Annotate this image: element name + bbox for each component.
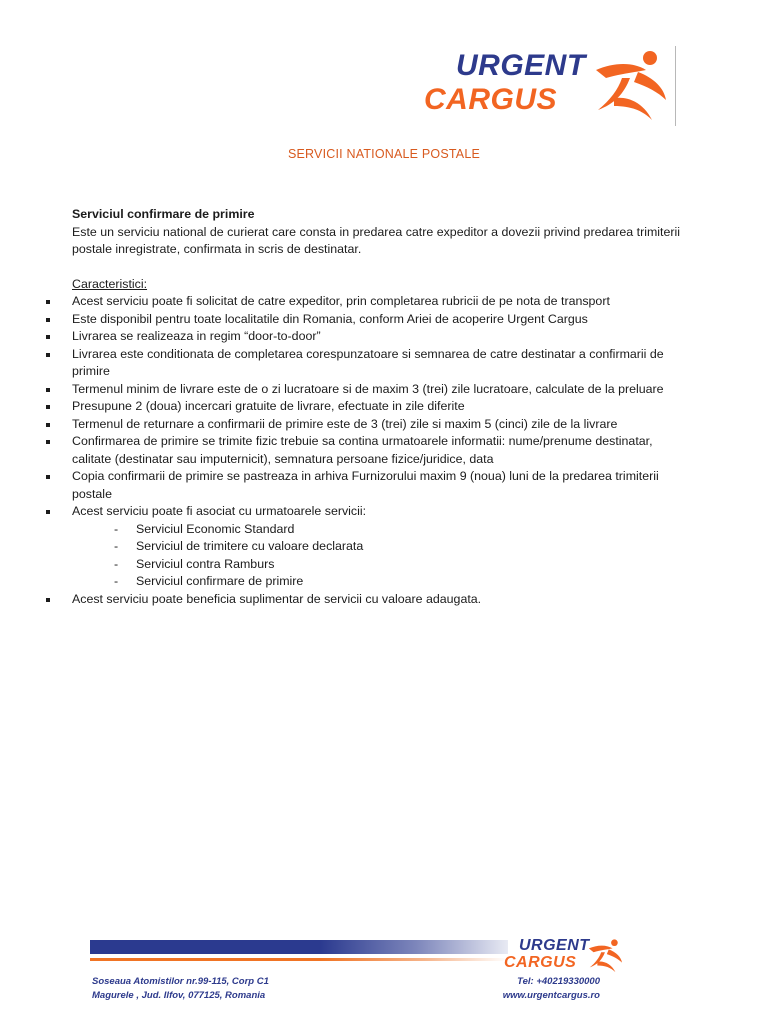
address-line-1: Soseaua Atomistilor nr.99-115, Corp C1 xyxy=(92,976,269,987)
logo-line-cargus: CARGUS xyxy=(504,954,577,971)
service-intro: Este un serviciu national de curierat care consta in predarea catre expeditor a dovezii privind predarea trimiterii postale inregistrate, confirmata in scris de destinatar. xyxy=(72,224,680,256)
footer-orange-line xyxy=(90,958,508,961)
document-title: SERVICII NATIONALE POSTALE xyxy=(287,147,481,161)
bullet-icon xyxy=(46,318,50,322)
characteristics-heading: Caracteristici: xyxy=(72,276,148,291)
bullet-icon xyxy=(46,335,50,339)
dash-marker: - xyxy=(114,521,119,536)
sub-list-item: - Serviciul de trimitere cu valoare declarata xyxy=(136,538,680,556)
header-divider xyxy=(675,46,676,126)
logo-line-urgent: URGENT xyxy=(456,49,586,82)
associated-services-list xyxy=(72,521,680,591)
header-logo xyxy=(420,48,672,124)
logo-line-cargus: CARGUS xyxy=(424,83,558,116)
dash-marker: - xyxy=(114,539,119,553)
bullet-icon xyxy=(46,423,50,427)
list-item: Termenul de returnare a confirmarii de primire este de 3 (trei) zile si maxim 5 (cinci) zile de la livrare xyxy=(72,416,680,434)
footer-logo xyxy=(502,936,628,974)
phone-number: Tel: +40219330000 xyxy=(517,976,600,987)
list-item: Acest serviciu poate beneficia suplimentar de servicii cu valoare adaugata. xyxy=(72,591,680,609)
sub-list-item: - Serviciul contra Ramburs xyxy=(136,556,680,574)
list-item: Termenul minim de livrare este de o zi lucratoare si de maxim 3 (trei) zile lucratoare, calculate de la preluare xyxy=(72,381,680,399)
sub-list-item: - Serviciul Economic Standard xyxy=(136,521,680,539)
characteristics-list xyxy=(72,293,680,608)
list-item: Confirmarea de primire se trimite fizic trebuie sa contina urmatoarele informatii: nume/prenume destinatar, calitate (destinatar sau imputernicit), semnatura persoane fizice/juridice, data xyxy=(72,433,680,468)
bullet-icon xyxy=(46,353,50,357)
list-item: Presupune 2 (doua) incercari gratuite de livrare, efectuate in zile diferite xyxy=(72,398,680,416)
sub-list-item: - Serviciul confirmare de primire xyxy=(136,573,680,591)
service-heading: Serviciul confirmare de primire xyxy=(72,207,255,221)
footer-address xyxy=(92,975,269,1003)
logo-line-urgent: URGENT xyxy=(519,937,590,954)
document-body xyxy=(72,206,680,608)
bullet-icon xyxy=(46,440,50,444)
bullet-icon xyxy=(46,405,50,409)
list-item: Livrarea se realizeaza in regim “door-to-door” xyxy=(72,328,680,346)
address-line-2: Magurele , Jud. Ilfov, 077125, Romania xyxy=(92,990,266,1001)
dash-marker: - xyxy=(114,574,119,588)
dash-marker: - xyxy=(114,556,119,571)
bullet-icon xyxy=(46,510,50,514)
footer-contact xyxy=(488,975,600,1003)
running-figure-icon xyxy=(582,938,626,974)
list-item: Livrarea este conditionata de completarea corespunzatoare si semnarea de catre destinatar a confirmarii de primire xyxy=(72,346,680,381)
bullet-icon xyxy=(46,300,50,304)
bullet-icon xyxy=(46,388,50,392)
list-item: Acest serviciu poate fi solicitat de catre expeditor, prin completarea rubricii de pe nota de transport xyxy=(72,293,680,311)
spacer xyxy=(72,259,680,276)
list-item: Este disponibil pentru toate localitatile din Romania, conform Ariei de acoperire Urgent Cargus xyxy=(72,311,680,329)
list-item: Copia confirmarii de primire se pastreaza in arhiva Furnizorului maxim 9 (noua) luni de la predarea trimiterii postale xyxy=(72,468,680,503)
bullet-icon xyxy=(46,598,50,602)
bullet-icon xyxy=(46,475,50,479)
list-item: Acest serviciu poate fi asociat cu urmatoarele servicii: - Serviciul Economic Standard - Serviciul de trimitere cu valoare declarata - Serviciul contra Ramburs - Serviciul confirmare de primire xyxy=(72,503,680,591)
footer-blue-band xyxy=(90,940,508,954)
website-link[interactable]: www.urgentcargus.ro xyxy=(502,990,600,1001)
running-figure-icon xyxy=(584,48,672,124)
